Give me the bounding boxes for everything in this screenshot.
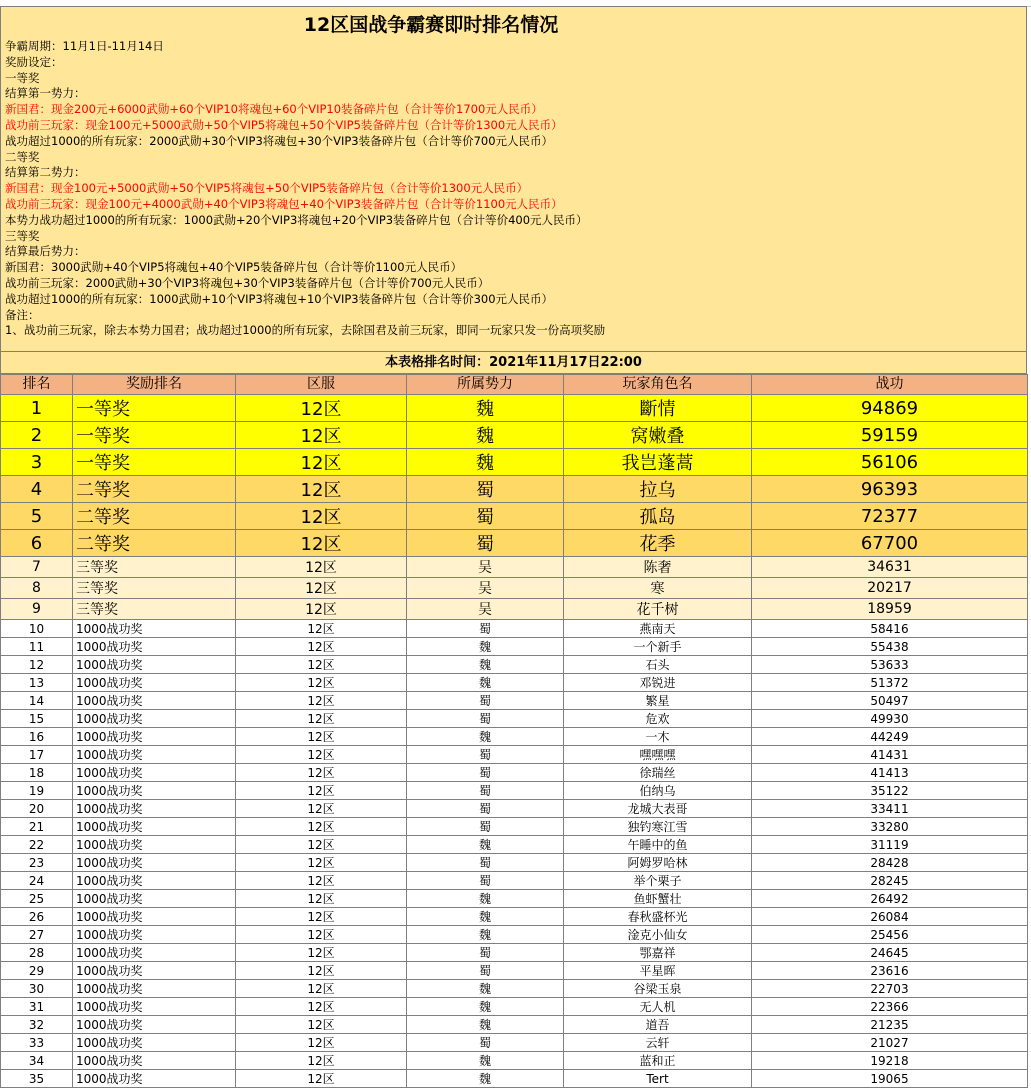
rules-line: 战功前三玩家：现金100元+4000武勋+40个VIP3将魂包+40个VIP3装备碎片包（合计等价1100元人民币） — [5, 196, 563, 211]
header-faction[interactable]: 所属势力 — [407, 375, 564, 395]
table-row — [1, 962, 1028, 980]
faction-cell[interactable]: 蜀 — [407, 746, 564, 764]
award-cell[interactable]: 1000战功奖 — [73, 746, 236, 764]
award-cell[interactable]: 1000战功奖 — [73, 692, 236, 710]
table-row — [1, 656, 1028, 674]
server-cell[interactable]: 12区 — [236, 422, 407, 449]
server-cell[interactable]: 12区 — [236, 674, 407, 692]
table-row — [1, 890, 1028, 908]
merit-cell[interactable]: 50497 — [752, 692, 1028, 710]
award-cell[interactable]: 1000战功奖 — [73, 656, 236, 674]
server-cell[interactable]: 12区 — [236, 764, 407, 782]
rank-cell[interactable]: 16 — [1, 728, 73, 746]
rank-cell[interactable]: 1 — [1, 395, 73, 422]
merit-cell[interactable]: 24645 — [752, 944, 1028, 962]
faction-cell[interactable]: 蜀 — [407, 620, 564, 638]
player-name-cell[interactable]: 淦克小仙女 — [564, 926, 752, 944]
merit-cell[interactable]: 72377 — [752, 503, 1028, 530]
award-cell[interactable]: 1000战功奖 — [73, 764, 236, 782]
player-name-cell[interactable]: 徐瑞丝 — [564, 764, 752, 782]
table-row — [1, 836, 1028, 854]
rules-line: 战功超过1000的所有玩家：1000武勋+10个VIP3将魂包+10个VIP3装备碎片包（合计等价300元人民币） — [5, 291, 554, 306]
rules-line: 新国君：现金100元+5000武勋+50个VIP5将魂包+50个VIP5装备碎片包（合计等价1300元人民币） — [5, 181, 529, 196]
rank-cell[interactable]: 28 — [1, 944, 73, 962]
award-cell[interactable]: 一等奖 — [73, 449, 236, 476]
player-name-cell[interactable]: 鄂嘉祥 — [564, 944, 752, 962]
table-row — [1, 692, 1028, 710]
player-name-cell[interactable]: 伯纳乌 — [564, 782, 752, 800]
player-name-cell[interactable]: 云轩 — [564, 1034, 752, 1052]
award-cell[interactable]: 一等奖 — [73, 422, 236, 449]
server-cell[interactable]: 12区 — [236, 503, 407, 530]
header-award[interactable]: 奖励排名 — [73, 375, 236, 395]
table-row — [1, 872, 1028, 890]
faction-cell[interactable]: 魏 — [407, 638, 564, 656]
server-cell[interactable]: 12区 — [236, 710, 407, 728]
table-row — [1, 854, 1028, 872]
award-cell[interactable]: 二等奖 — [73, 530, 236, 557]
award-cell[interactable]: 1000战功奖 — [73, 1016, 236, 1034]
award-cell[interactable]: 1000战功奖 — [73, 854, 236, 872]
player-name-cell[interactable]: 无人机 — [564, 998, 752, 1016]
ranking-table-body — [1, 395, 1028, 1088]
table-row — [1, 980, 1028, 998]
player-name-cell[interactable]: 石头 — [564, 656, 752, 674]
table-row — [1, 599, 1028, 620]
table-row — [1, 620, 1028, 638]
player-name-cell[interactable]: 窝嫩叠 — [564, 422, 752, 449]
award-cell[interactable]: 1000战功奖 — [73, 998, 236, 1016]
faction-cell[interactable]: 蜀 — [407, 782, 564, 800]
award-cell[interactable]: 1000战功奖 — [73, 674, 236, 692]
rules-line: 本势力战功超过1000的所有玩家：1000武勋+20个VIP3将魂包+20个VIP3装备碎片包（合计等价400元人民币） — [5, 212, 588, 227]
faction-cell[interactable]: 魏 — [407, 728, 564, 746]
player-name-cell[interactable]: 春秋盛杯光 — [564, 908, 752, 926]
faction-cell[interactable]: 魏 — [407, 908, 564, 926]
merit-cell[interactable]: 18959 — [752, 599, 1028, 620]
merit-cell[interactable]: 96393 — [752, 476, 1028, 503]
merit-cell[interactable]: 44249 — [752, 728, 1028, 746]
award-cell[interactable]: 1000战功奖 — [73, 1070, 236, 1088]
award-cell[interactable]: 1000战功奖 — [73, 1052, 236, 1070]
award-cell[interactable]: 一等奖 — [73, 395, 236, 422]
rank-cell[interactable]: 35 — [1, 1070, 73, 1088]
faction-cell[interactable]: 蜀 — [407, 872, 564, 890]
table-row — [1, 764, 1028, 782]
award-cell[interactable]: 二等奖 — [73, 503, 236, 530]
server-cell[interactable]: 12区 — [236, 692, 407, 710]
faction-cell[interactable]: 蜀 — [407, 962, 564, 980]
award-cell[interactable]: 1000战功奖 — [73, 818, 236, 836]
rank-cell[interactable]: 9 — [1, 599, 73, 620]
merit-cell[interactable]: 19065 — [752, 1070, 1028, 1088]
merit-cell[interactable]: 41413 — [752, 764, 1028, 782]
rank-cell[interactable]: 4 — [1, 476, 73, 503]
faction-cell[interactable]: 魏 — [407, 890, 564, 908]
rank-cell[interactable]: 32 — [1, 1016, 73, 1034]
merit-cell[interactable]: 26492 — [752, 890, 1028, 908]
server-cell[interactable]: 12区 — [236, 998, 407, 1016]
server-cell[interactable]: 12区 — [236, 818, 407, 836]
server-cell[interactable]: 12区 — [236, 926, 407, 944]
server-cell[interactable]: 12区 — [236, 1070, 407, 1088]
rules-line: 结算第二势力： — [5, 165, 86, 180]
server-cell[interactable]: 12区 — [236, 557, 407, 578]
server-cell[interactable]: 12区 — [236, 656, 407, 674]
player-name-cell[interactable]: 平星晖 — [564, 962, 752, 980]
player-name-cell[interactable]: 繁星 — [564, 692, 752, 710]
merit-cell[interactable]: 20217 — [752, 578, 1028, 599]
table-row — [1, 728, 1028, 746]
table-row — [1, 998, 1028, 1016]
server-cell[interactable]: 12区 — [236, 395, 407, 422]
server-cell[interactable]: 12区 — [236, 746, 407, 764]
merit-cell[interactable]: 33280 — [752, 818, 1028, 836]
rank-cell[interactable]: 3 — [1, 449, 73, 476]
rank-cell[interactable]: 24 — [1, 872, 73, 890]
faction-cell[interactable]: 蜀 — [407, 1034, 564, 1052]
player-name-cell[interactable]: 危欢 — [564, 710, 752, 728]
rank-cell[interactable]: 2 — [1, 422, 73, 449]
award-cell[interactable]: 1000战功奖 — [73, 872, 236, 890]
rank-cell[interactable]: 11 — [1, 638, 73, 656]
player-name-cell[interactable]: 邓锐进 — [564, 674, 752, 692]
faction-cell[interactable]: 蜀 — [407, 800, 564, 818]
faction-cell[interactable]: 魏 — [407, 656, 564, 674]
rank-cell[interactable]: 22 — [1, 836, 73, 854]
player-name-cell[interactable]: 我岂蓬蒿 — [564, 449, 752, 476]
rules-notice-panel — [0, 6, 1027, 352]
server-cell[interactable]: 12区 — [236, 599, 407, 620]
rules-line: 一等奖 — [5, 70, 40, 85]
merit-cell[interactable]: 28428 — [752, 854, 1028, 872]
player-name-cell[interactable]: 孤岛 — [564, 503, 752, 530]
faction-cell[interactable]: 魏 — [407, 998, 564, 1016]
server-cell[interactable]: 12区 — [236, 962, 407, 980]
merit-cell[interactable]: 59159 — [752, 422, 1028, 449]
merit-cell[interactable]: 33411 — [752, 800, 1028, 818]
rank-cell[interactable]: 23 — [1, 854, 73, 872]
player-name-cell[interactable]: 蓝和正 — [564, 1052, 752, 1070]
server-cell[interactable]: 12区 — [236, 836, 407, 854]
merit-cell[interactable]: 31119 — [752, 836, 1028, 854]
ranking-table — [0, 374, 1028, 1088]
faction-cell[interactable]: 魏 — [407, 395, 564, 422]
faction-cell[interactable]: 吴 — [407, 557, 564, 578]
server-cell[interactable]: 12区 — [236, 854, 407, 872]
faction-cell[interactable]: 魏 — [407, 674, 564, 692]
faction-cell[interactable]: 魏 — [407, 1016, 564, 1034]
player-name-cell[interactable]: 独钓寒江雪 — [564, 818, 752, 836]
player-name-cell[interactable]: 花千树 — [564, 599, 752, 620]
player-name-cell[interactable]: 燕南天 — [564, 620, 752, 638]
award-cell[interactable]: 三等奖 — [73, 557, 236, 578]
table-header-row — [1, 375, 1028, 395]
merit-cell[interactable]: 19218 — [752, 1052, 1028, 1070]
award-cell[interactable]: 1000战功奖 — [73, 962, 236, 980]
server-cell[interactable]: 12区 — [236, 908, 407, 926]
server-cell[interactable]: 12区 — [236, 782, 407, 800]
rules-line: 战功超过1000的所有玩家：2000武勋+30个VIP3将魂包+30个VIP3装备碎片包（合计等价700元人民币） — [5, 133, 554, 148]
rules-line: 新国君：现金200元+6000武勋+60个VIP10将魂包+60个VIP10装备碎片包（合计等价1700元人民币） — [5, 102, 543, 117]
faction-cell[interactable]: 蜀 — [407, 818, 564, 836]
rank-cell[interactable]: 31 — [1, 998, 73, 1016]
rules-text-lines — [5, 39, 605, 339]
rank-cell[interactable]: 18 — [1, 764, 73, 782]
rank-cell[interactable]: 7 — [1, 557, 73, 578]
header-player-name[interactable]: 玩家角色名 — [564, 375, 752, 395]
merit-cell[interactable]: 56106 — [752, 449, 1028, 476]
rank-cell[interactable]: 15 — [1, 710, 73, 728]
player-name-cell[interactable]: 一个新手 — [564, 638, 752, 656]
rules-line: 结算第一势力： — [5, 86, 86, 101]
header-merit[interactable]: 战功 — [752, 375, 1028, 395]
player-name-cell[interactable]: 一木 — [564, 728, 752, 746]
rules-line: 争霸周期：11月1日-11月14日 — [5, 39, 164, 53]
player-name-cell[interactable]: Tert — [564, 1070, 752, 1088]
ranking-timestamp: 本表格排名时间：2021年11月17日22:00 — [0, 352, 1027, 374]
faction-cell[interactable]: 蜀 — [407, 764, 564, 782]
faction-cell[interactable]: 魏 — [407, 1052, 564, 1070]
rules-line: 战功前三玩家：现金100元+5000武勋+50个VIP5将魂包+50个VIP5装备碎片包（合计等价1300元人民币） — [5, 117, 563, 132]
award-cell[interactable]: 1000战功奖 — [73, 710, 236, 728]
server-cell[interactable]: 12区 — [236, 1016, 407, 1034]
table-row — [1, 800, 1028, 818]
server-cell[interactable]: 12区 — [236, 620, 407, 638]
award-cell[interactable]: 三等奖 — [73, 599, 236, 620]
award-cell[interactable]: 三等奖 — [73, 578, 236, 599]
faction-cell[interactable]: 魏 — [407, 836, 564, 854]
merit-cell[interactable]: 49930 — [752, 710, 1028, 728]
server-cell[interactable]: 12区 — [236, 944, 407, 962]
table-row — [1, 818, 1028, 836]
rank-cell[interactable]: 26 — [1, 908, 73, 926]
player-name-cell[interactable]: 午睡中的鱼 — [564, 836, 752, 854]
server-cell[interactable]: 12区 — [236, 800, 407, 818]
faction-cell[interactable]: 魏 — [407, 980, 564, 998]
rank-cell[interactable]: 8 — [1, 578, 73, 599]
merit-cell[interactable]: 26084 — [752, 908, 1028, 926]
merit-cell[interactable]: 41431 — [752, 746, 1028, 764]
server-cell[interactable]: 12区 — [236, 980, 407, 998]
award-cell[interactable]: 1000战功奖 — [73, 836, 236, 854]
table-row — [1, 746, 1028, 764]
table-row — [1, 449, 1028, 476]
player-name-cell[interactable]: 阿姆罗哈林 — [564, 854, 752, 872]
table-row — [1, 674, 1028, 692]
award-cell[interactable]: 1000战功奖 — [73, 782, 236, 800]
faction-cell[interactable]: 蜀 — [407, 692, 564, 710]
table-row — [1, 422, 1028, 449]
table-row — [1, 782, 1028, 800]
rank-cell[interactable]: 20 — [1, 800, 73, 818]
rank-cell[interactable]: 29 — [1, 962, 73, 980]
server-cell[interactable]: 12区 — [236, 578, 407, 599]
table-row — [1, 1016, 1028, 1034]
rank-cell[interactable]: 19 — [1, 782, 73, 800]
award-cell[interactable]: 1000战功奖 — [73, 800, 236, 818]
award-cell[interactable]: 1000战功奖 — [73, 980, 236, 998]
faction-cell[interactable]: 魏 — [407, 449, 564, 476]
rules-line: 备注： — [5, 307, 40, 322]
award-cell[interactable]: 1000战功奖 — [73, 638, 236, 656]
table-row — [1, 710, 1028, 728]
merit-cell[interactable]: 22366 — [752, 998, 1028, 1016]
rules-line: 战功前三玩家：2000武勋+30个VIP3将魂包+30个VIP3装备碎片包（合计等价700元人民币） — [5, 275, 490, 290]
rank-cell[interactable]: 10 — [1, 620, 73, 638]
merit-cell[interactable]: 51372 — [752, 674, 1028, 692]
server-cell[interactable]: 12区 — [236, 638, 407, 656]
rank-cell[interactable]: 6 — [1, 530, 73, 557]
merit-cell[interactable]: 22703 — [752, 980, 1028, 998]
faction-cell[interactable]: 蜀 — [407, 503, 564, 530]
rank-cell[interactable]: 34 — [1, 1052, 73, 1070]
header-rank[interactable]: 排名 — [1, 375, 73, 395]
faction-cell[interactable]: 吴 — [407, 578, 564, 599]
page-title: 12区国战争霸赛即时排名情况 — [303, 14, 559, 36]
faction-cell[interactable]: 蜀 — [407, 944, 564, 962]
table-row — [1, 578, 1028, 599]
player-name-cell[interactable]: 斷情 — [564, 395, 752, 422]
merit-cell[interactable]: 58416 — [752, 620, 1028, 638]
player-name-cell[interactable]: 鱼虾蟹壮 — [564, 890, 752, 908]
player-name-cell[interactable]: 举个栗子 — [564, 872, 752, 890]
merit-cell[interactable]: 25456 — [752, 926, 1028, 944]
player-name-cell[interactable]: 嘿嘿嘿 — [564, 746, 752, 764]
rules-line: 新国君：3000武勋+40个VIP5将魂包+40个VIP5装备碎片包（合计等价1100元人民币） — [5, 260, 463, 275]
merit-cell[interactable]: 94869 — [752, 395, 1028, 422]
table-row — [1, 395, 1028, 422]
merit-cell[interactable]: 67700 — [752, 530, 1028, 557]
rules-line: 三等奖 — [5, 228, 40, 243]
faction-cell[interactable]: 吴 — [407, 599, 564, 620]
server-cell[interactable]: 12区 — [236, 1052, 407, 1070]
merit-cell[interactable]: 35122 — [752, 782, 1028, 800]
table-row — [1, 926, 1028, 944]
faction-cell[interactable]: 蜀 — [407, 854, 564, 872]
faction-cell[interactable]: 蜀 — [407, 710, 564, 728]
server-cell[interactable]: 12区 — [236, 728, 407, 746]
rules-line: 结算最后势力： — [5, 244, 86, 259]
player-name-cell[interactable]: 谷梁玉泉 — [564, 980, 752, 998]
server-cell[interactable]: 12区 — [236, 449, 407, 476]
award-cell[interactable]: 二等奖 — [73, 476, 236, 503]
faction-cell[interactable]: 蜀 — [407, 530, 564, 557]
award-cell[interactable]: 1000战功奖 — [73, 1034, 236, 1052]
rank-cell[interactable]: 5 — [1, 503, 73, 530]
table-row — [1, 530, 1028, 557]
rank-cell[interactable]: 12 — [1, 656, 73, 674]
rank-cell[interactable]: 25 — [1, 890, 73, 908]
header-server[interactable]: 区服 — [236, 375, 407, 395]
award-cell[interactable]: 1000战功奖 — [73, 908, 236, 926]
player-name-cell[interactable]: 拉乌 — [564, 476, 752, 503]
rank-cell[interactable]: 30 — [1, 980, 73, 998]
merit-cell[interactable]: 21027 — [752, 1034, 1028, 1052]
table-row — [1, 476, 1028, 503]
table-row — [1, 944, 1028, 962]
merit-cell[interactable]: 55438 — [752, 638, 1028, 656]
player-name-cell[interactable]: 花季 — [564, 530, 752, 557]
merit-cell[interactable]: 28245 — [752, 872, 1028, 890]
table-row — [1, 1052, 1028, 1070]
table-row — [1, 503, 1028, 530]
faction-cell[interactable]: 魏 — [407, 926, 564, 944]
award-cell[interactable]: 1000战功奖 — [73, 890, 236, 908]
rank-cell[interactable]: 33 — [1, 1034, 73, 1052]
player-name-cell[interactable]: 道吾 — [564, 1016, 752, 1034]
faction-cell[interactable]: 魏 — [407, 1070, 564, 1088]
merit-cell[interactable]: 21235 — [752, 1016, 1028, 1034]
server-cell[interactable]: 12区 — [236, 530, 407, 557]
player-name-cell[interactable]: 龙城大表哥 — [564, 800, 752, 818]
rules-line: 二等奖 — [5, 149, 40, 164]
rank-cell[interactable]: 17 — [1, 746, 73, 764]
award-cell[interactable]: 1000战功奖 — [73, 944, 236, 962]
player-name-cell[interactable]: 寒 — [564, 578, 752, 599]
merit-cell[interactable]: 53633 — [752, 656, 1028, 674]
table-row — [1, 1034, 1028, 1052]
rules-line: 奖励设定： — [5, 54, 63, 69]
table-row — [1, 1070, 1028, 1088]
rules-line: 1、战功前三玩家，除去本势力国君；战功超过1000的所有玩家，去除国君及前三玩家，即同一玩家只发一份高项奖励 — [5, 323, 606, 338]
rank-cell[interactable]: 27 — [1, 926, 73, 944]
faction-cell[interactable]: 魏 — [407, 422, 564, 449]
rank-cell[interactable]: 21 — [1, 818, 73, 836]
faction-cell[interactable]: 蜀 — [407, 476, 564, 503]
merit-cell[interactable]: 34631 — [752, 557, 1028, 578]
rank-cell[interactable]: 13 — [1, 674, 73, 692]
rank-cell[interactable]: 14 — [1, 692, 73, 710]
award-cell[interactable]: 1000战功奖 — [73, 926, 236, 944]
server-cell[interactable]: 12区 — [236, 1034, 407, 1052]
table-row — [1, 908, 1028, 926]
award-cell[interactable]: 1000战功奖 — [73, 620, 236, 638]
server-cell[interactable]: 12区 — [236, 476, 407, 503]
merit-cell[interactable]: 23616 — [752, 962, 1028, 980]
server-cell[interactable]: 12区 — [236, 890, 407, 908]
server-cell[interactable]: 12区 — [236, 872, 407, 890]
player-name-cell[interactable]: 陈奢 — [564, 557, 752, 578]
award-cell[interactable]: 1000战功奖 — [73, 728, 236, 746]
table-row — [1, 557, 1028, 578]
table-row — [1, 638, 1028, 656]
